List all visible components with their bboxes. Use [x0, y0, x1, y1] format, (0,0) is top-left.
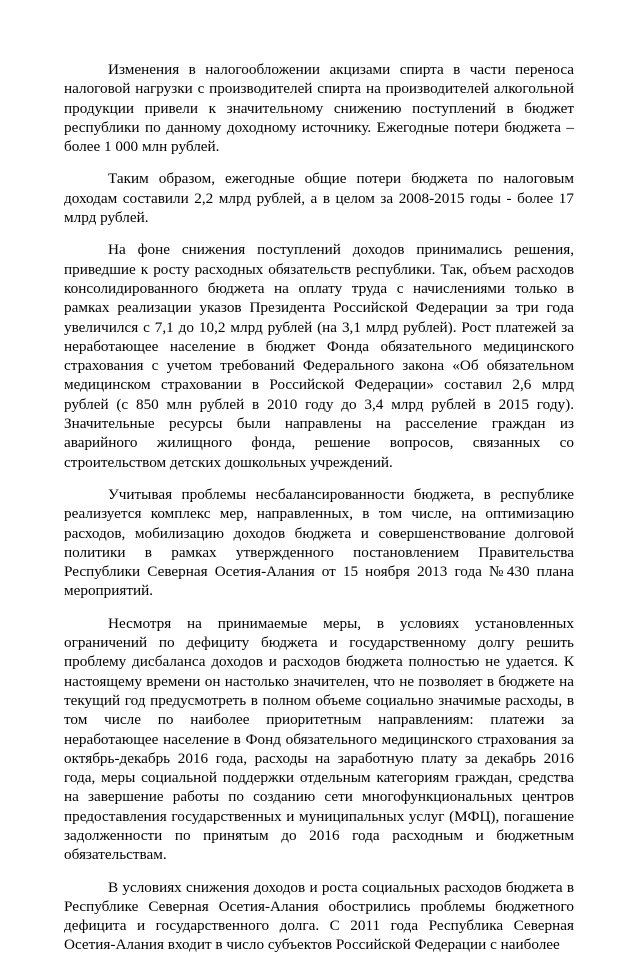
paragraph-balancing-measures: Учитывая проблемы несбалансированности бюджета, в республике реализуется комплекс мер, направленных, в том числе, на оптимизацию расходов, мобилизацию доходов бюджета и совершенствование долговой политики в рамках утвержденного постановлением Правительства Республики Северная Осетия-Алания от 15 ноября 2013 года №430 плана мероприятий.	[64, 485, 574, 600]
paragraph-deficit-debt: В условиях снижения доходов и роста социальных расходов бюджета в Республике Северная Осетия-Алания обострились проблемы бюджетного дефицита и государственного долга. С 2011 года Республика Северная Осетия-Алания входит в число субъектов Российской Федерации с наиболее	[64, 878, 574, 954]
paragraph-expenditure-growth: На фоне снижения поступлений доходов принимались решения, приведшие к росту расходных обязательств республики. Так, объем расходов консолидированного бюджета на оплату труда с начислениями только в рамках реализации указов Президента Российской Федерации за три года увеличился с 7,1 до 10,2 млрд рублей (на 3,1 млрд рублей). Рост платежей за неработающее население в бюджет Фонда обязательного медицинского страхования с учетом требований Федерального закона «Об обязательном медицинском страховании в Российской Федерации» составил 2,6 млрд рублей (с 850 млн рублей в 2010 году до 3,4 млрд рублей в 2015 году). Значительные ресурсы были направлены на расселение граждан из аварийного жилищного фонда, решение вопросов, связанных со строительством детских дошкольных учреждений.	[64, 241, 574, 471]
document-body	[64, 60, 574, 968]
paragraph-annual-losses: Таким образом, ежегодные общие потери бюджета по налоговым доходам составили 2,2 млрд рублей, а в целом за 2008-2015 годы - более 17 млрд рублей.	[64, 170, 574, 227]
paragraph-imbalance-problem: Несмотря на принимаемые меры, в условиях установленных ограничений по дефициту бюджета и государственному долгу решить проблему дисбаланса доходов и расходов бюджета полностью не удается. К настоящему времени он настолько значителен, что не позволяет в бюджете на текущий год предусмотреть в полном объеме социально значимые расходы, в том числе по наиболее приоритетным направлениям: платежи за неработающее население в Фонд обязательного медицинского страхования за октябрь-декабрь 2016 года, расходы на заработную плату за декабрь 2016 года, меры социальной поддержки отдельным категориям граждан, средства на завершение работы по созданию сети многофункциональных центров предоставления государственных и муниципальных услуг (МФЦ), погашение задолженности по принятым до 2016 года расходным и бюджетным обязательствам.	[64, 614, 574, 864]
paragraph-excise-tax: Изменения в налогообложении акцизами спирта в части переноса налоговой нагрузки с производителей спирта на производителей алкогольной продукции привели к значительному снижению поступлений в бюджет республики по данному доходному источнику. Ежегодные потери бюджета – более 1 000 млн рублей.	[64, 61, 574, 156]
